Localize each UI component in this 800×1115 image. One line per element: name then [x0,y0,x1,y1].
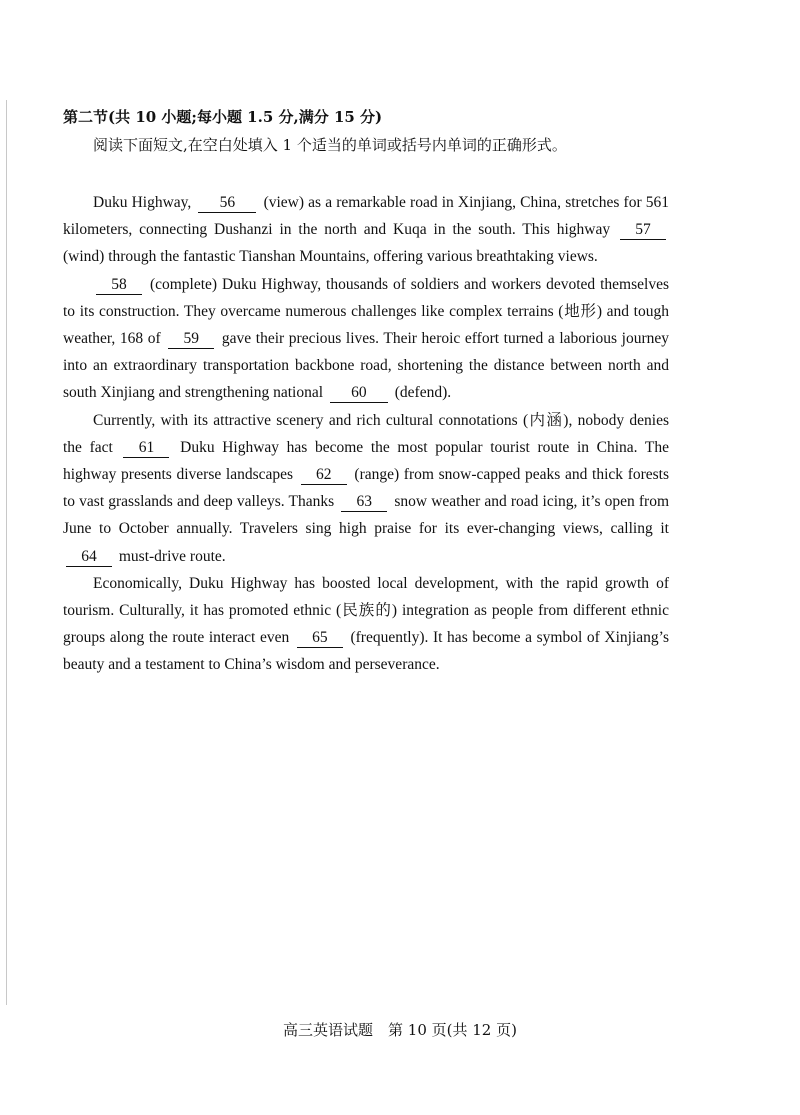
blank-64[interactable]: 64 [66,548,112,567]
blank-61[interactable]: 61 [123,439,169,458]
p1-text-2: (view) as a remarkable road in Xinjiang, China, stretches for 561 kilometers, connecting Dushanzi in the north and Kuqa in the south. This highway [63,194,670,239]
p3-text-3: (range) from snow-capped peaks and thick forests to vast grasslands and deep valleys. Thanks [63,466,670,511]
p2-text-2: gave their precious lives. Their heroic effort turned a laborious journey into an extraordinary transportation backbone road, shortening the distance between north and south Xinjiang and strengthening national [63,330,669,402]
section-title: 第二节(共 10 小题;每小题 1.5 分,满分 15 分) [63,108,383,126]
p3-text-1: Currently, with its attractive scenery and rich cultural connotations (内涵), nobody denies the fact [63,411,669,456]
paragraph-3 [63,407,669,570]
p2-text-3: (defend). [394,384,452,402]
blank-60[interactable]: 60 [330,384,388,403]
p4-text-1: Economically, Duku Highway has boosted local development, with the rapid growth of tourism. Culturally, it has promoted ethnic (民族的) integration as people from different ethnic groups along the route interact even [63,574,669,647]
blank-63[interactable]: 63 [341,493,387,512]
blank-59[interactable]: 59 [168,330,214,349]
blank-65[interactable]: 65 [297,629,343,648]
blank-56[interactable]: 56 [198,194,256,213]
blank-58[interactable]: 58 [96,276,142,295]
p3-text-5: must-drive route. [118,547,226,565]
p4-text-2: (frequently). It has become a symbol of Xinjiang’s beauty and a testament to China’s wisdom and perseverance. [63,629,670,674]
p1-text-1: Duku Highway, [93,194,192,211]
p2-text-1: (complete) Duku Highway, thousands of soldiers and workers devoted themselves to its construction. They overcame numerous challenges like complex terrains (地形) and tough weather, 168 of [63,275,669,348]
page-footer: 高三英语试题 第 10 页(共 12 页) [283,1021,517,1039]
paragraph-4 [63,570,669,679]
passage [63,189,669,679]
blank-57[interactable]: 57 [620,221,666,240]
blank-62[interactable]: 62 [301,466,347,485]
p1-text-3: (wind) through the fantastic Tianshan Mountains, offering various breathtaking views. [63,248,598,266]
instruction-text: 阅读下面短文,在空白处填入 1 个适当的单词或括号内单词的正确形式。 [93,136,567,154]
p3-text-4: snow weather and road icing, it’s open from June to October annually. Travelers sing high praise for its ever-changing views, calling it [63,493,669,538]
p3-text-2: Duku Highway has become the most popular tourist route in China. The highway presents diverse landscapes [63,438,670,484]
paragraph-2 [63,271,669,407]
page-edge-rule [6,100,7,1005]
paragraph-1 [63,189,669,271]
